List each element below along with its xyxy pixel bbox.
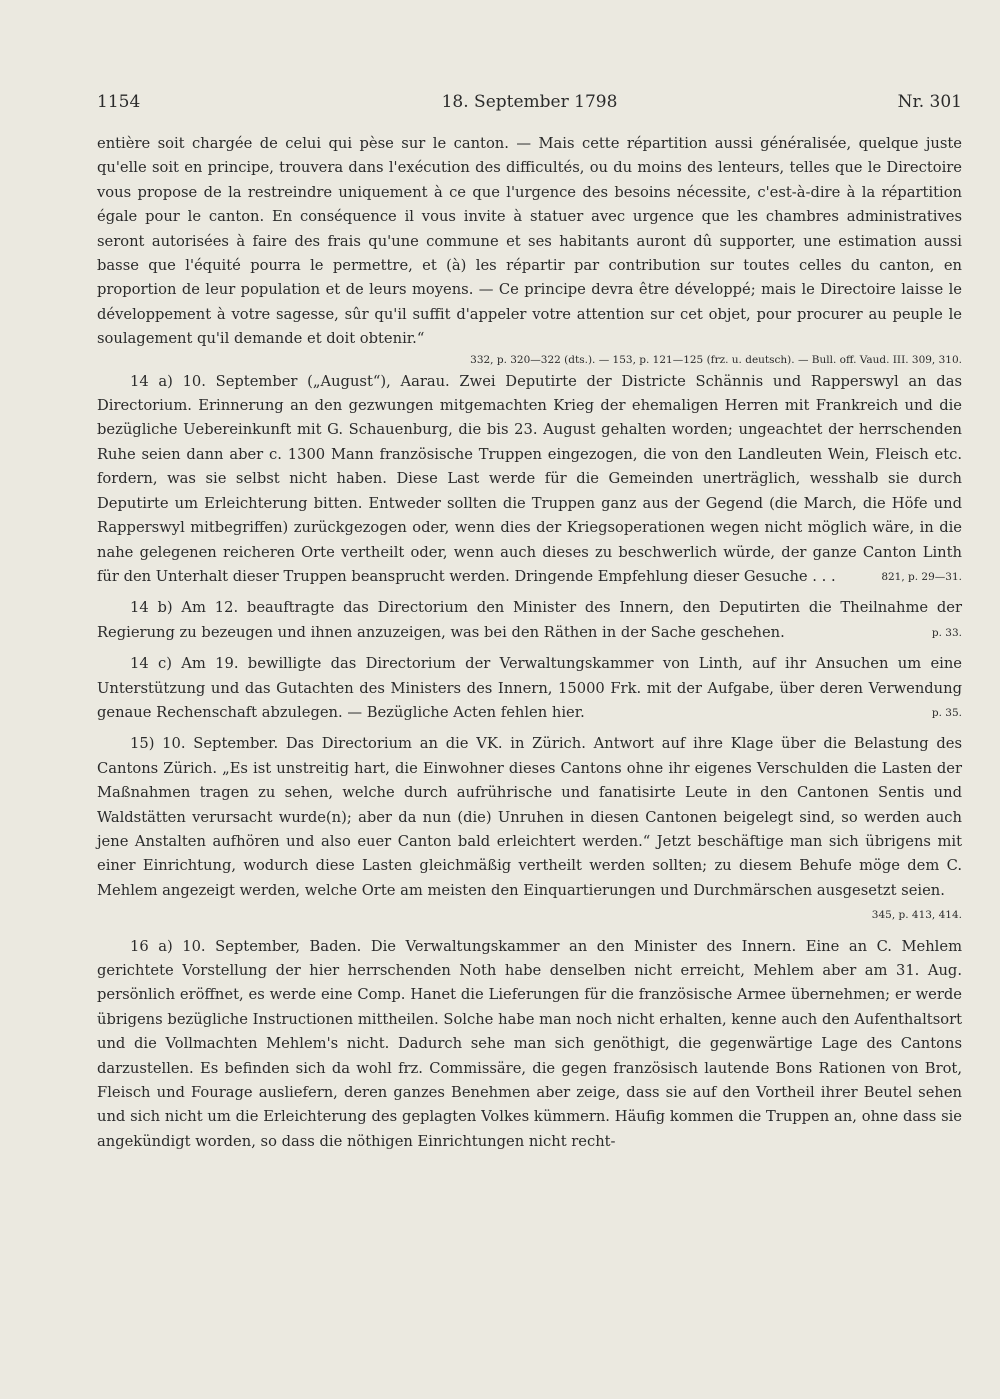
paragraph-14b: [97, 596, 962, 645]
source-reference: p. 33.: [931, 626, 962, 639]
source-reference: 345, p. 413, 414.: [871, 909, 962, 922]
paragraph-continuation: [97, 132, 962, 370]
paragraph-16a: [97, 935, 962, 1155]
source-reference: 821, p. 29—31.: [881, 570, 962, 583]
paragraph-14c: [97, 652, 962, 725]
source-reference: p. 35.: [931, 706, 962, 719]
paragraph-text: 16 a) 10. September, Baden. Die Verwaltungskammer an den Minister des Innern. Eine an C. Mehlem gerichtete Vorstellung der hier herrschenden Noth habe denselben nicht erreicht, Mehlem aber am 31. Aug. persönlich eröffnet, es werde eine Comp. Hanet die Lieferungen für die französische Armee übernehmen; er werde übrigens bezügliche Instructionen mittheilen. Solche habe man noch nicht erhalten, kenne auch den Aufenthaltsort und die Vollmachten Mehlem's nicht. Dadurch sehe man sich genöthigt, die gegenwärtige Lage des Cantons darzustellen. Es befinden sich da wohl frz. Commissäre, die gegen französisch lautende Bons Rationen von Brot, Fleisch und Fourage ausliefern, deren ganzes Benehmen aber zeige, dass sie auf den Vortheil ihrer Beutel sehen und sich nicht um die Erleichterung des geplagten Volkes kümmern. Häufig kommen die Truppen an, ohne dass sie angekündigt worden, so dass die nöthigen Einrichtungen nicht recht-: [97, 937, 962, 1150]
document-number: Nr. 301: [897, 92, 962, 112]
page-header: [97, 92, 962, 116]
source-reference: 332, p. 320—322 (dts.). — 153, p. 121—125 (frz. u. deutsch). — Bull. off. Vaud. III. 309, 310.: [470, 353, 962, 366]
paragraph-text: 14 b) Am 12. beauftragte das Directorium den Minister des Innern, den Deputirten die Theilnahme der Regierung zu bezeugen und ihnen anzuzeigen, was bei den Räthen in der Sache geschehen.: [97, 599, 962, 641]
page-number: 1154: [97, 92, 141, 112]
paragraph-text: 14 c) Am 19. bewilligte das Directorium der Verwaltungskammer von Linth, auf ihr Ansuchen um eine Unterstützung und das Gutachten des Ministers des Innern, 15000 Frk. mit der Aufgabe, über deren Verwendung genaue Rechenschaft abzulegen. — Bezügliche Acten fehlen hier.: [97, 655, 962, 721]
paragraph-15: [97, 732, 962, 927]
paragraph-14a: [97, 370, 962, 590]
paragraph-text: 15) 10. September. Das Directorium an die VK. in Zürich. Antwort auf ihre Klage über die Belastung des Cantons Zürich. „Es ist unstreitig hart, die Einwohner dieses Cantons ohne ihr eigenes Verschulden die Lasten der Maßnahmen tragen zu sehen, welche durch aufrührische und fanatisirte Leute in den Cantonen Sentis und Waldstätten verursacht wurde(n); aber da nun (die) Unruhen in diesen Cantonen beigelegt sind, so werden auch jene Anstalten aufhören und also euer Canton bald erleichtert werden.“ Jetzt beschäftige man sich übrigens mit einer Einrichtung, wodurch diese Lasten gleichmäßig vertheilt werden sollten; zu diesem Behufe möge dem C. Mehlem angezeigt werden, welche Orte am meisten den Einquartierungen und Durchmärschen ausgesetzt seien.: [97, 735, 962, 899]
paragraph-text: entière soit chargée de celui qui pèse sur le canton. — Mais cette répartition aussi généralisée, quelque juste qu'elle soit en principe, trouvera dans l'exécution des difficultés, ou du moins des lenteurs, telles que le Directoire vous propose de la restreindre uniquement à ce que l'urgence des besoins nécessite, c'est-à-dire à la répartition égale pour le canton. En conséquence il vous invite à statuer avec urgence que les chambres administratives seront autorisées à faire des frais qu'une commune et ses habitants auront dû supporter, une estimation aussi basse que l'équité pourra le permettre, et (à) les répartir par contribution sur toutes celles du canton, en proportion de leur population et de leurs moyens. — Ce principe devra être développé; mais le Directoire laisse le développement à votre sagesse, sûr qu'il suffit d'appeler votre attention sur cet objet, pour procurer au peuple le soulagement qu'il demande et doit obtenir.“: [97, 135, 962, 348]
header-date: 18. September 1798: [441, 92, 618, 112]
body-text: [97, 132, 962, 1154]
paragraph-text: 14 a) 10. September („August“), Aarau. Zwei Deputirte der Districte Schännis und Rapperswyl an das Directorium. Erinnerung an den gezwungen mitgemachten Krieg der ehemaligen Herren mit Frankreich und die bezügliche Uebereinkunft mit G. Schauenburg, die bis 23. August gehalten worden; ungeachtet der herrschenden Ruhe seien dann aber c. 1300 Mann französische Truppen eingezogen, die von den Landleuten Wein, Fleisch etc. fordern, was sie selbst nicht haben. Diese Last werde für die Gemeinden unerträglich, wesshalb sie durch Deputirte um Erleichterung bitten. Entweder sollten die Truppen ganz aus der Gegend (die March, die Höfe und Rapperswyl mitbegriffen) zurückgezogen oder, wenn dies der Kriegsoperationen wegen nicht möglich wäre, in die nahe gelegenen reicheren Orte vertheilt oder, wenn auch dieses zu beschwerlich würde, der ganze Canton Linth für den Unterhalt dieser Truppen beansprucht werden. Dringende Empfehlung dieser Gesuche . . .: [97, 372, 962, 585]
